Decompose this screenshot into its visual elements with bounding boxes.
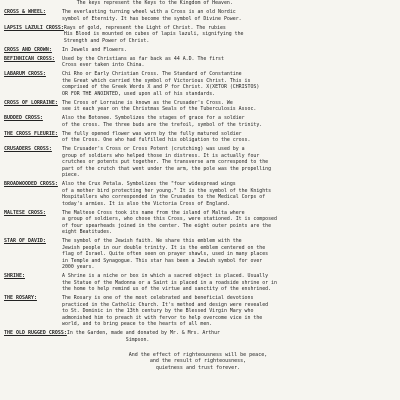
entry-description xyxy=(62,238,392,271)
entry-description xyxy=(67,330,392,343)
description-line: Strength and Power of Christ. xyxy=(63,37,150,44)
description-line: admonished him to preach it with fervor to help overcome vice in the xyxy=(62,314,263,321)
entry-term: STAR OF DAVID: xyxy=(4,238,46,244)
description-line: The Rosary is one of the most celebrated and beneficial devotions xyxy=(62,295,254,301)
glossary-entry xyxy=(4,100,392,113)
description-line: Rays of gold, represent the Light of Christ. The rubies xyxy=(63,24,226,31)
description-line: eight Beatitudes. xyxy=(62,229,113,235)
glossary-entry xyxy=(4,115,392,128)
description-line: Jewish people in our double trinity. It is the emblem centered on the xyxy=(62,244,266,251)
entry-term: BUDDED CROSS: xyxy=(4,115,43,121)
description-line: the home to help remind us of the virtue and sanctity of the enshrined. xyxy=(62,286,272,292)
description-line: of the Cross. One who had fulfilled his obligation to the cross. xyxy=(62,137,251,143)
description-line: in Temple and Synagogue. This star has been a Jewish symbol for over xyxy=(62,257,263,264)
description-line: to St. Dominic in the 13th century by the Blessed Virgin Mary who xyxy=(62,308,254,314)
description-line: Cross ever taken into China. xyxy=(62,62,145,68)
glossary-entry xyxy=(4,0,392,7)
glossary-entry xyxy=(4,273,392,293)
description-line: A Shrine is a niche or box in which a sacred object is placed. Usually xyxy=(62,273,269,279)
entry-description xyxy=(62,100,392,113)
verse-line: And the effect of righteousness will be peace, xyxy=(128,351,268,358)
glossary-entry xyxy=(4,131,392,144)
glossary-entry xyxy=(4,295,392,328)
entry-term: CROSS AND CROWN: xyxy=(4,46,52,53)
entry-description xyxy=(62,131,392,144)
description-line: 2000 years. xyxy=(62,264,95,270)
description-line: The Maltese Cross took its name from the island of Malta where xyxy=(62,209,245,216)
description-line: of the cross. The three buds are the trefoil, symbol of the trinity. xyxy=(62,121,263,128)
entry-term: LABARUM CROSS: xyxy=(4,71,46,77)
description-line: In Jewels and Flowers. xyxy=(62,46,127,53)
description-line: OR FOR THE ANOINTED, used upon all of his standards. xyxy=(62,90,216,97)
description-line: the Statue of the Madonna or a Saint is placed in a roadside shrine or in xyxy=(62,279,277,286)
description-line: Chi Rho or Early Christian Cross. The Standard of Constantine xyxy=(62,71,242,77)
entry-description xyxy=(64,25,392,45)
entry-term: SHRINE: xyxy=(4,273,25,279)
description-line: practiced in the Catholic Church. It's method and design were revealed xyxy=(62,301,269,308)
entry-term: LAPSIS LAZULI CROSS: xyxy=(4,24,64,31)
description-line: The Crusader's Cross or Cross Potent (crutching) was used by a xyxy=(62,146,245,152)
description-line: the Great which carried the symbol of Victorious Christ. This is xyxy=(62,77,251,84)
entry-description xyxy=(62,295,392,328)
entry-gap xyxy=(4,343,392,346)
entry-term: BROADWOODED CROSS: xyxy=(4,181,58,187)
glossary-entry xyxy=(4,25,392,45)
description-line: today's armies. It is also the Victoria Cross of England. xyxy=(62,200,230,207)
entry-term: MALTESE CROSS: xyxy=(4,209,46,216)
entry-description xyxy=(62,47,392,54)
description-line: comprised of the Greek Words X and P for Christ. X(XETOR (CHRISTOS) xyxy=(62,84,260,90)
description-line: Simpson. xyxy=(66,336,150,343)
entry-term: THE CROSS FLEURIE: xyxy=(4,130,58,137)
description-line: of four spearheads joined in the center. The eight outer points are the xyxy=(62,222,272,229)
description-line: Also the Crux Petala. Symbolizes the "four widespread wings xyxy=(62,181,236,187)
entry-term: CRUSADERS CROSS: xyxy=(4,146,52,152)
description-line: The Cross of Lorraine is known as the Crusader's Cross. We xyxy=(62,99,233,106)
description-line: In the Garden, made and donated by Mr. & Mrs. Arthur xyxy=(66,330,221,336)
entry-description xyxy=(62,9,392,22)
closing-verse xyxy=(4,352,392,372)
description-line: The fully opened flower was worn by the fully matured soldier xyxy=(62,130,242,137)
glossary-entry xyxy=(4,210,392,236)
glossary-entry xyxy=(4,238,392,271)
description-line: of a mother bird protecting her young." It is the symbol of the Knights xyxy=(62,187,272,194)
entry-description xyxy=(62,146,392,179)
description-line: flag of Israel. Quite often seen on prayer shawls, used in many places xyxy=(62,251,269,257)
verse-line: and the result of righteousness, xyxy=(149,358,247,365)
entry-term: BEFINNICAN CROSS: xyxy=(4,55,55,62)
glossary-entry xyxy=(4,181,392,207)
description-line: Hospitallers who corresponded in the Crusades to the Medical Corps of xyxy=(62,194,266,200)
description-line: see it each year on the Christmas Seals of the Tuberculosis Assoc. xyxy=(62,106,257,112)
entry-description xyxy=(62,115,392,128)
entry-term: CROSS OF LORRAINE: xyxy=(4,99,58,106)
entry-term xyxy=(4,0,62,7)
description-line: Used by the Christians as far back as 44 A.D. The first xyxy=(62,55,224,62)
entry-description xyxy=(62,273,392,293)
description-line: His Blood is mounted on cubes of lapis lazuli, signifying the xyxy=(63,31,244,37)
glossary-entry xyxy=(4,56,392,69)
glossary-entry xyxy=(4,9,392,22)
description-line: world, and to bring peace to the hearts of all men. xyxy=(62,321,213,327)
entry-description xyxy=(62,181,392,207)
description-line: The everlasting turning wheel with a Cross is an old Nordic xyxy=(62,9,236,15)
description-line: group of soldiers who helped those in distress. It is actually four xyxy=(62,152,260,159)
description-line: The symbol of the Jewish faith. We share this emblem with the xyxy=(62,238,242,244)
entry-description xyxy=(62,0,392,7)
entry-description xyxy=(62,71,392,97)
entry-description xyxy=(62,210,392,236)
glossary-entry xyxy=(4,47,392,54)
description-line: part of the crutch that went under the arm, the pole was the propelling xyxy=(62,165,272,172)
entry-term: THE OLD RUGGED CROSS: xyxy=(4,330,67,336)
glossary-entry xyxy=(4,71,392,97)
glossary-entry xyxy=(4,330,392,343)
description-line: piece. xyxy=(62,172,80,178)
entry-term: CROSS & WHEEL: xyxy=(4,9,46,15)
verse-line: quietness and trust forever. xyxy=(155,365,241,372)
entry-term: THE ROSARY: xyxy=(4,295,37,301)
glossary-entry xyxy=(4,146,392,179)
description-line: Also the Botonee. Symbolizes the stages of grace for a soldier xyxy=(62,115,245,121)
entry-description xyxy=(62,56,392,69)
description-line: a group of soldiers, who chose this Cross, were stationed. It is composed xyxy=(62,216,277,222)
description-line: symbol of Eternity. It has become the symbol of Divine Power. xyxy=(62,15,242,22)
description-line: crutches or potents put together. The transverse arm correspond to the xyxy=(62,159,269,165)
description-line: The keys represent the Keys to the Kingdom of Heaven. xyxy=(62,0,233,6)
